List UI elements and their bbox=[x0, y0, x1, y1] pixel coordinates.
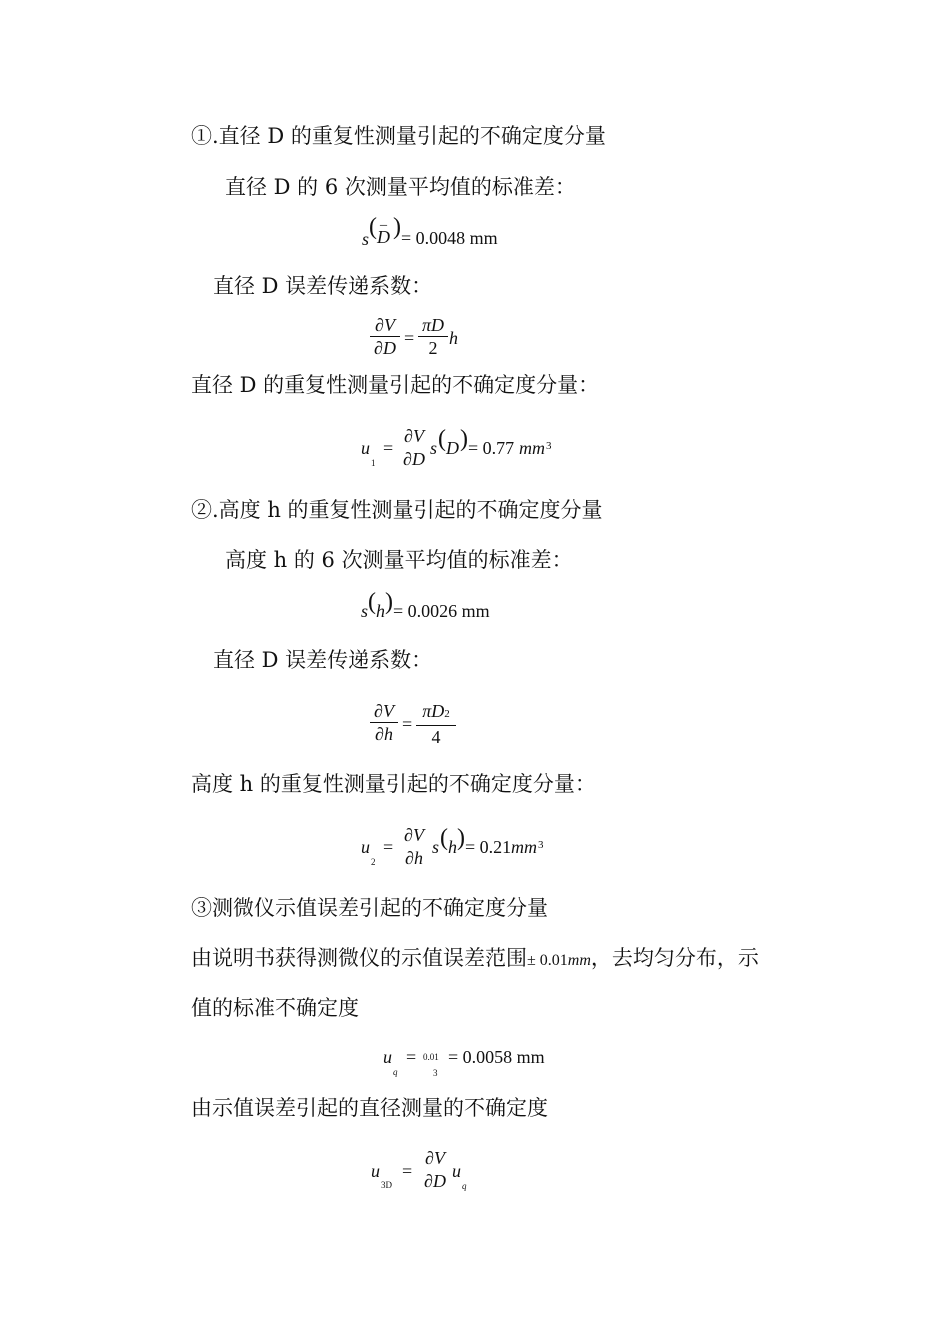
section2-comp-label: 高度 h 的重复性测量引起的不确定度分量： bbox=[191, 772, 596, 796]
section3-line2: 值的标准不确定度 bbox=[191, 996, 359, 1020]
section3-last-label: 由示值误差引起的直径测量的不确定度 bbox=[191, 1096, 548, 1120]
section2-coef-label: 直径 D 误差传递系数： bbox=[213, 648, 433, 672]
section2-std-label: 高度 h 的 6 次测量平均值的标准差： bbox=[225, 548, 573, 572]
section1-std-label: 直径 D 的 6 次测量平均值的标准差： bbox=[225, 175, 576, 199]
section1-coef-label: 直径 D 误差传递系数： bbox=[213, 274, 433, 298]
section3-line1: 由说明书获得测微仪的示值误差范围± 0.01mm，去均匀分布，示 bbox=[191, 946, 759, 970]
section1-comp-label: 直径 D 的重复性测量引起的不确定度分量： bbox=[191, 373, 600, 397]
section3-title: ③测微仪示值误差引起的不确定度分量 bbox=[191, 896, 548, 920]
section1-title: ①.直径 D 的重复性测量引起的不确定度分量 bbox=[191, 124, 606, 148]
section2-title: ②.高度 h 的重复性测量引起的不确定度分量 bbox=[191, 498, 603, 522]
